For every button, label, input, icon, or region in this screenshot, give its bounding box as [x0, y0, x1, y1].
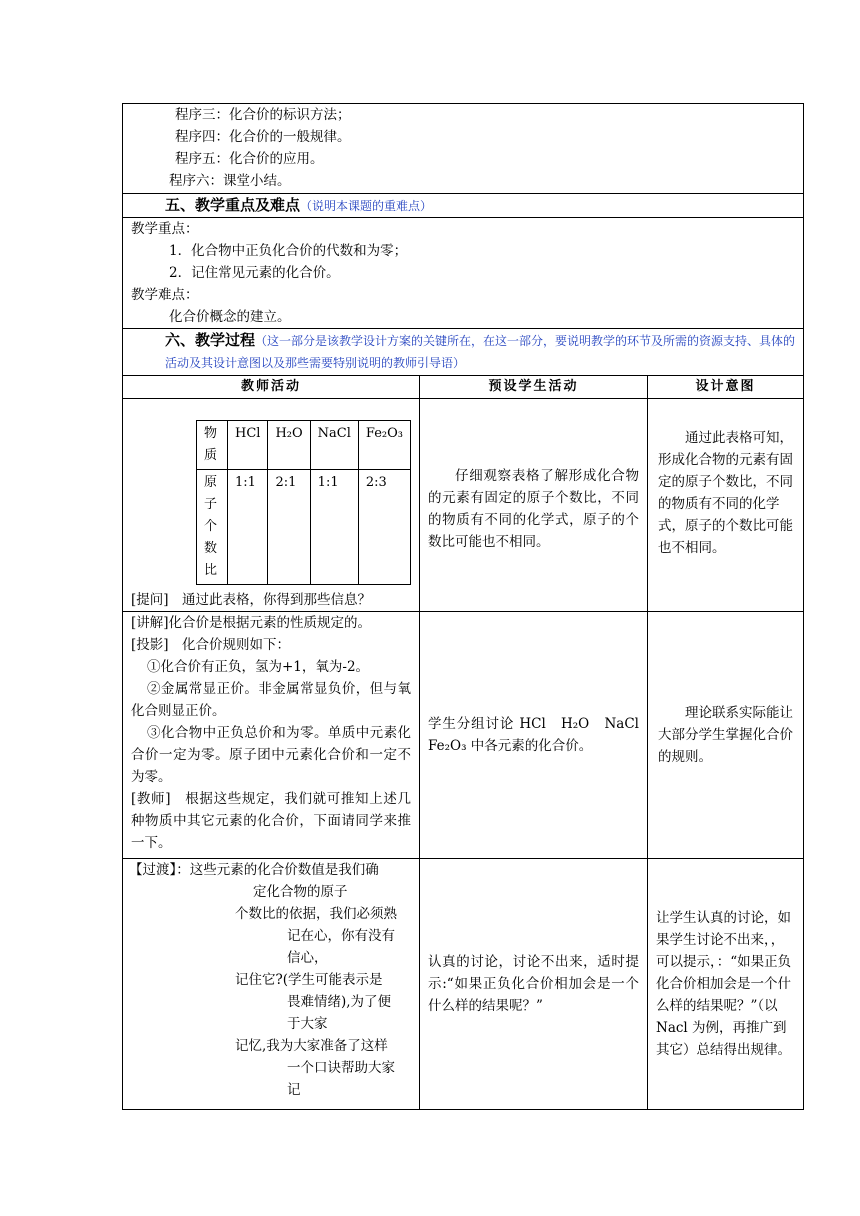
- cell-ratio-h2o: 2:1: [268, 470, 310, 585]
- question-text: [提问] 通过此表格，你得到那些信息？: [131, 592, 372, 608]
- lesson-plan-table: [122, 103, 804, 1110]
- rule-3: ③化合物中正负总价和为零。单质中元素化合价一定为零。原子团中元素化合价和一定不为零。: [131, 725, 411, 785]
- transition-line-4: 记在心，你有没有: [287, 928, 395, 944]
- inner-row-ratio: [197, 470, 411, 585]
- transition-line-2: 定化合物的原子: [253, 884, 348, 900]
- difficulty-label: 教学难点：: [131, 287, 199, 303]
- cell-nacl: NaCl: [310, 421, 358, 470]
- section5-body-row: [123, 218, 804, 329]
- teacher-line: [教师] 根据这些规定，我们就可推知上述几种物质中其它元素的化合价，下面请同学来推一下。: [131, 791, 411, 851]
- design-intent-2: 理论联系实际能让大部分学生掌握化合价的规则。: [658, 705, 793, 765]
- header-teacher: 教师活动: [123, 376, 420, 399]
- transition-line-5: 信心，: [287, 950, 328, 966]
- transition-line-11: 记: [287, 1082, 301, 1098]
- procedure-line-6: 程序六：课堂小结。: [169, 173, 291, 189]
- design-intent-1: 通过此表格可知，形成化合物的元素有固定的原子个数比，不同的物质有不同的化学式，原子的个数比可能也不相同。: [658, 429, 793, 556]
- section5-heading: [123, 194, 803, 217]
- projection-line: [投影] 化合价规则如下：: [131, 637, 291, 653]
- rule-2: ②金属常显正价。非金属常显负价，但与氧化合则显正价。: [131, 681, 411, 719]
- key-point-1: 1．化合物中正负化合价的代数和为零；: [169, 243, 408, 259]
- cell-ratio-hcl: 1:1: [228, 470, 268, 585]
- cell-substance-label: 物质: [197, 421, 228, 470]
- activity-row-1: [123, 399, 804, 612]
- cell-h2o: H₂O: [268, 421, 310, 470]
- cell-fe2o3: Fe₂O₃: [358, 421, 410, 470]
- section6-header-row: [123, 329, 804, 376]
- cell-hcl: HCl: [228, 421, 268, 470]
- student-activity-2: 学生分组讨论 HCl H₂O NaCl Fe₂O₃ 中各元素的化合价。: [428, 716, 653, 754]
- procedure-line-3: 程序三：化合价的标识方法；: [175, 107, 351, 123]
- transition-line-9: 记忆,我为大家准备了这样: [235, 1038, 388, 1054]
- transition-line-8: 于大家: [287, 1016, 328, 1032]
- header-intent: 设计意图: [648, 376, 804, 399]
- inner-row-substance: [197, 421, 411, 470]
- procedure-line-5: 程序五：化合价的应用。: [175, 151, 324, 167]
- design-intent-3: 让学生认真的讨论，如果学生讨论不出来，，可以提示，：“如果正负化合价相加会是一个什么样的结果呢？”（以 Nacl 为例，再推广到其它）总结得出规律。: [656, 910, 792, 1058]
- student-activity-3: 认真的讨论，讨论不出来，适时提示:“如果正负化合价相加会是一个什么样的结果呢？”: [428, 954, 639, 1014]
- student-activity-1: 仔细观察表格了解形成化合物的元素有固定的原子个数比，不同的物质有不同的化学式，原子的个数比可能也不相同。: [428, 467, 639, 550]
- procedure-line-4: 程序四：化合价的一般规律。: [175, 129, 351, 145]
- section6-title: 六、教学过程: [165, 331, 256, 349]
- transition-line-10: 一个口诀帮助大家: [287, 1060, 395, 1076]
- cell-ratio-fe2o3: 2:3: [358, 470, 410, 585]
- header-student: 预设学生活动: [420, 376, 648, 399]
- cell-ratio-nacl: 1:1: [310, 470, 358, 585]
- transition-line-7: 畏难情绪),为了便: [287, 994, 392, 1010]
- activity-row-3: [123, 859, 804, 1110]
- key-points-label: 教学重点：: [131, 221, 199, 237]
- section5-note: （说明本课题的重难点）: [300, 199, 433, 213]
- transition-line-3: 个数比的依据，我们必须熟: [235, 906, 397, 922]
- difficulty-text: 化合价概念的建立。: [169, 309, 291, 325]
- section6-heading: [123, 329, 803, 374]
- section5-title: 五、教学重点及难点: [165, 196, 301, 214]
- section6-note: （这一部分是该教学设计方案的关键所在，在这一部分，要说明教学的环节及所需的资源支持、具体的活动及其设计意图以及那些需要特别说明的教师引导语）: [165, 334, 796, 370]
- lecture-line: [讲解]化合价是根据元素的性质规定的。: [131, 615, 372, 631]
- transition-line-6: 记住它?(学生可能表示是: [235, 972, 383, 988]
- atom-ratio-table: [196, 420, 411, 585]
- key-point-2: 2．记住常见元素的化合价。: [169, 265, 340, 281]
- rule-1: ①化合价有正负，氢为+1，氧为-2。: [147, 659, 370, 675]
- column-header-row: [123, 376, 804, 399]
- procedure-row: [123, 104, 804, 194]
- cell-ratio-label: 原子个数比: [197, 470, 228, 585]
- activity-row-2: [123, 612, 804, 859]
- transition-line-1: 【过渡】：这些元素的化合价数值是我们确: [129, 862, 379, 878]
- section5-header-row: [123, 194, 804, 218]
